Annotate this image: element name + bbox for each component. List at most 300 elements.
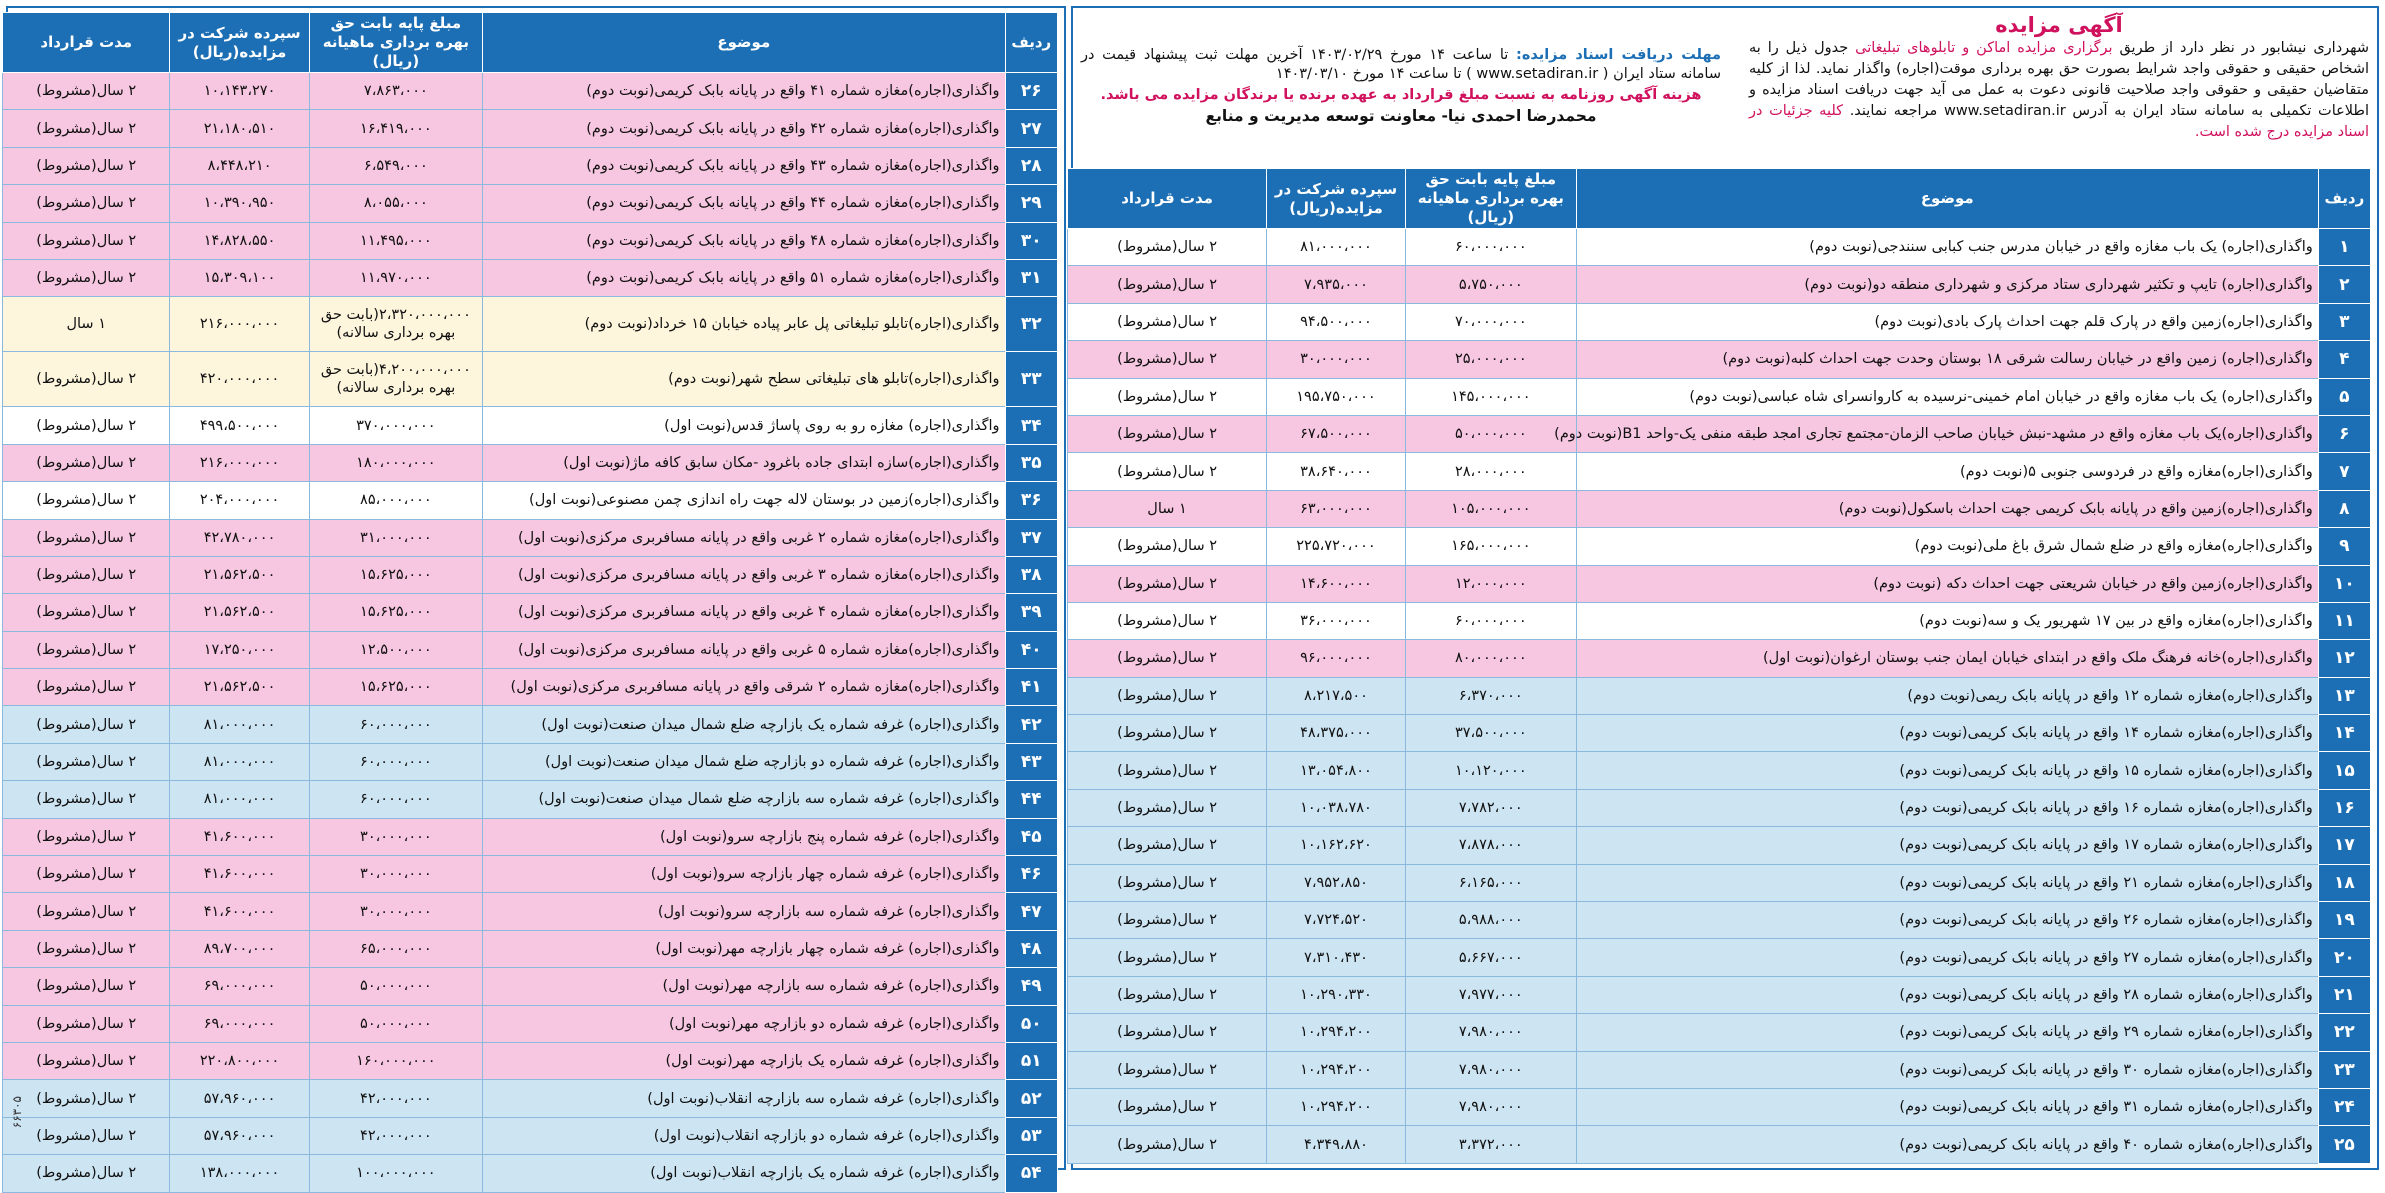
row-deposit: ۱۳۸،۰۰۰،۰۰۰: [170, 1155, 309, 1192]
row-number: ۱۵: [2318, 752, 2370, 789]
row-number: ۴۸: [1005, 930, 1057, 967]
row-duration: ۲ سال(مشروط): [3, 222, 170, 259]
row-subject: واگذاری(اجاره)مغازه شماره ۴ غربی واقع در پایانه مسافربری مرکزی(نوبت اول): [483, 594, 1005, 631]
row-duration: ۲ سال(مشروط): [3, 669, 170, 706]
row-base-price: ۱۴۵،۰۰۰،۰۰۰: [1405, 378, 1576, 415]
row-number: ۱۱: [2318, 602, 2370, 639]
table-row: [3, 781, 1058, 818]
intro-text: شهرداری نیشابور در نظر دارد از طریق: [2119, 40, 2369, 56]
row-duration: ۲ سال(مشروط): [3, 743, 170, 780]
row-deposit: ۱۰،۰۳۸،۷۸۰: [1267, 789, 1406, 826]
row-deposit: ۱۰،۱۴۳،۲۷۰: [170, 73, 309, 110]
row-deposit: ۸۱،۰۰۰،۰۰۰: [170, 781, 309, 818]
table-row: [3, 930, 1058, 967]
row-duration: ۱ سال: [3, 297, 170, 352]
row-duration: ۲ سال(مشروط): [3, 259, 170, 296]
row-deposit: ۱۰،۲۹۴،۲۰۰: [1267, 1051, 1406, 1088]
row-subject: واگذاری(اجاره) زمین واقع در خیابان رسالت شرقی ۱۸ بوستان وحدت جهت احداث کلبه(نوبت دوم): [1576, 341, 2318, 378]
submission-text: آخرین مهلت ثبت پیشنهاد قیمت در سامانه ستاد ایران ( www.setadiran.ir ) تا ساعت ۱۴ مورخ ۱۴۰۳/۰۳/۱۰: [1081, 47, 1721, 82]
intro-highlight: برگزاری مزایده اماکن و تابلوهای تبلیغاتی: [1855, 40, 2113, 56]
table-row: [3, 297, 1058, 352]
row-subject: واگذاری(اجاره)مغازه شماره ۲۶ واقع در پایانه بابک کریمی(نوبت دوم): [1576, 902, 2318, 939]
row-duration: ۲ سال(مشروط): [3, 706, 170, 743]
row-number: ۱۹: [2318, 902, 2370, 939]
row-number: ۵۱: [1005, 1042, 1057, 1079]
row-base-price: ۳۰،۰۰۰،۰۰۰: [309, 818, 482, 855]
row-duration: ۲ سال(مشروط): [3, 407, 170, 444]
table-header-row: [1068, 169, 2371, 229]
row-base-price: ۱۵،۶۲۵،۰۰۰: [309, 556, 482, 593]
row-duration: ۲ سال(مشروط): [1068, 266, 1267, 303]
row-number: ۴۴: [1005, 781, 1057, 818]
row-number: ۲۶: [1005, 73, 1057, 110]
row-duration: ۲ سال(مشروط): [1068, 341, 1267, 378]
row-deposit: ۱۷،۲۵۰،۰۰۰: [170, 631, 309, 668]
table-header-row: [3, 13, 1058, 73]
row-number: ۴۱: [1005, 669, 1057, 706]
table-row: [1068, 640, 2371, 677]
row-number: ۱۸: [2318, 864, 2370, 901]
row-deposit: ۴۱،۶۰۰،۰۰۰: [170, 818, 309, 855]
table-row: [3, 407, 1058, 444]
row-subject: واگذاری(اجاره)تابلو های تبلیغاتی سطح شهر(نوبت دوم): [483, 352, 1005, 407]
row-number: ۲۴: [2318, 1088, 2370, 1125]
auction-table-left: [2, 12, 1058, 1193]
row-number: ۹: [2318, 528, 2370, 565]
row-base-price: ۶۰،۰۰۰،۰۰۰: [309, 706, 482, 743]
col-row-header: ردیف: [1005, 13, 1057, 73]
row-base-price: ۵،۹۸۸،۰۰۰: [1405, 902, 1576, 939]
row-number: ۳۱: [1005, 259, 1057, 296]
row-number: ۵۲: [1005, 1080, 1057, 1117]
row-duration: ۲ سال(مشروط): [3, 519, 170, 556]
row-deposit: ۱۴،۶۰۰،۰۰۰: [1267, 565, 1406, 602]
table-row: [1068, 415, 2371, 452]
row-number: ۲۲: [2318, 1014, 2370, 1051]
row-base-price: ۱۱،۴۹۵،۰۰۰: [309, 222, 482, 259]
row-subject: واگذاری(اجاره)مغازه شماره ۴۰ واقع در پایانه بابک کریمی(نوبت دوم): [1576, 1126, 2318, 1163]
row-base-price: ۱۶۵،۰۰۰،۰۰۰: [1405, 528, 1576, 565]
row-number: ۴: [2318, 341, 2370, 378]
row-base-price: ۷،۷۸۲،۰۰۰: [1405, 789, 1576, 826]
col-subject-header: موضوع: [483, 13, 1005, 73]
row-base-price: ۲۸،۰۰۰،۰۰۰: [1405, 453, 1576, 490]
row-number: ۸: [2318, 490, 2370, 527]
row-duration: ۲ سال(مشروط): [3, 594, 170, 631]
row-subject: واگذاری(اجاره)مغازه شماره ۳ غربی واقع در پایانه مسافربری مرکزی(نوبت اول): [483, 556, 1005, 593]
row-duration: ۲ سال(مشروط): [1068, 528, 1267, 565]
row-number: ۴۵: [1005, 818, 1057, 855]
row-base-price: ۵،۷۵۰،۰۰۰: [1405, 266, 1576, 303]
col-duration-header: مدت قرارداد: [1068, 169, 1267, 229]
row-deposit: ۴،۳۴۹،۸۸۰: [1267, 1126, 1406, 1163]
row-subject: واگذاری(اجاره)زمین واقع در پایانه بابک کریمی جهت احداث باسکول(نوبت دوم): [1576, 490, 2318, 527]
row-number: ۵: [2318, 378, 2370, 415]
row-duration: ۲ سال(مشروط): [3, 856, 170, 893]
table-row: [1068, 341, 2371, 378]
table-row: [1068, 1088, 2371, 1125]
row-base-price: ۱۵،۶۲۵،۰۰۰: [309, 669, 482, 706]
row-subject: واگذاری(اجاره) غرفه شماره دو بازارچه مهر(نوبت اول): [483, 1005, 1005, 1042]
row-deposit: ۷،۳۱۰،۴۳۰: [1267, 939, 1406, 976]
table-row: [3, 444, 1058, 481]
announcement-intro: [1749, 12, 2369, 168]
row-base-price: ۱۱،۹۷۰،۰۰۰: [309, 259, 482, 296]
row-base-price: ۷۰،۰۰۰،۰۰۰: [1405, 303, 1576, 340]
row-number: ۲: [2318, 266, 2370, 303]
row-duration: ۲ سال(مشروط): [1068, 378, 1267, 415]
row-duration: ۲ سال(مشروط): [3, 352, 170, 407]
row-number: ۴۳: [1005, 743, 1057, 780]
table-row: [1068, 528, 2371, 565]
row-subject: واگذاری(اجاره)مغازه شماره ۲ شرقی واقع در پایانه مسافربری مرکزی(نوبت اول): [483, 669, 1005, 706]
row-base-price: ۷،۹۸۰،۰۰۰: [1405, 1014, 1576, 1051]
row-deposit: ۱۹۵،۷۵۰،۰۰۰: [1267, 378, 1406, 415]
row-subject: واگذاری(اجاره)زمین واقع در خیابان شریعتی جهت احداث دکه (نوبت دوم): [1576, 565, 2318, 602]
row-subject: واگذاری(اجاره)مغازه شماره ۴۳ واقع در پایانه بابک کریمی(نوبت دوم): [483, 147, 1005, 184]
row-number: ۳۳: [1005, 352, 1057, 407]
table-row: [1068, 1014, 2371, 1051]
row-deposit: ۴۸،۳۷۵،۰۰۰: [1267, 715, 1406, 752]
col-base-price-header: مبلغ پایه بابت حق بهره برداری ماهیانه (ریال): [309, 13, 482, 73]
row-number: ۲۱: [2318, 976, 2370, 1013]
row-base-price: ۳۰،۰۰۰،۰۰۰: [309, 893, 482, 930]
row-number: ۴۶: [1005, 856, 1057, 893]
table-row: [3, 669, 1058, 706]
row-duration: ۲ سال(مشروط): [1068, 789, 1267, 826]
row-base-price: ۶،۳۷۰،۰۰۰: [1405, 677, 1576, 714]
row-subject: واگذاری(اجاره) غرفه شماره سه بازارچه انقلاب(نوبت اول): [483, 1080, 1005, 1117]
row-duration: ۲ سال(مشروط): [3, 631, 170, 668]
row-deposit: ۲۲۵،۷۲۰،۰۰۰: [1267, 528, 1406, 565]
row-subject: واگذاری(اجاره) غرفه شماره دو بازارچه ضلع شمال میدان صنعت(نوبت اول): [483, 743, 1005, 780]
table-row: [1068, 1051, 2371, 1088]
row-duration: ۲ سال(مشروط): [3, 818, 170, 855]
table-row: [3, 1005, 1058, 1042]
row-subject: واگذاری(اجاره)مغازه شماره ۱۷ واقع در پایانه بابک کریمی(نوبت دوم): [1576, 827, 2318, 864]
row-subject: واگذاری(اجاره)سازه ابتدای جاده باغرود -مکان سابق کافه ماژ(نوبت اول): [483, 444, 1005, 481]
row-number: ۵۴: [1005, 1155, 1057, 1192]
row-deposit: ۶۹،۰۰۰،۰۰۰: [170, 968, 309, 1005]
row-subject: واگذاری(اجاره)زمین در بوستان لاله جهت راه اندازی چمن مصنوعی(نوبت اول): [483, 482, 1005, 519]
table-row: [1068, 976, 2371, 1013]
row-base-price: ۷،۹۷۷،۰۰۰: [1405, 976, 1576, 1013]
row-duration: ۲ سال(مشروط): [1068, 939, 1267, 976]
row-base-price: ۳۰،۰۰۰،۰۰۰: [309, 856, 482, 893]
table-row: [3, 185, 1058, 222]
row-number: ۳۵: [1005, 444, 1057, 481]
table-row: [1068, 752, 2371, 789]
row-subject: واگذاری(اجاره)مغازه شماره ۵ غربی واقع در پایانه مسافربری مرکزی(نوبت اول): [483, 631, 1005, 668]
row-duration: ۲ سال(مشروط): [1068, 1126, 1267, 1163]
table-row: [1068, 229, 2371, 266]
row-duration: ۲ سال(مشروط): [3, 73, 170, 110]
row-base-price: ۳،۳۷۲،۰۰۰: [1405, 1126, 1576, 1163]
row-subject: واگذاری(اجاره)تابلو تبلیغاتی پل عابر پیاده خیابان ۱۵ خرداد(نوبت دوم): [483, 297, 1005, 352]
row-subject: واگذاری(اجاره) غرفه شماره سه بازارچه مهر(نوبت اول): [483, 968, 1005, 1005]
intro-note: کلیه جزئیات در اسناد مزایده درج شده است.: [1749, 103, 2369, 140]
row-duration: ۲ سال(مشروط): [3, 556, 170, 593]
row-number: ۴۲: [1005, 706, 1057, 743]
row-base-price: ۵۰،۰۰۰،۰۰۰: [1405, 415, 1576, 452]
row-duration: ۱ سال: [1068, 490, 1267, 527]
row-base-price: ۱۶۰،۰۰۰،۰۰۰: [309, 1042, 482, 1079]
table-row: [3, 222, 1058, 259]
row-subject: واگذاری(اجاره) غرفه شماره یک بازارچه مهر(نوبت اول): [483, 1042, 1005, 1079]
table-row: [3, 259, 1058, 296]
row-subject: واگذاری(اجاره)مغازه شماره ۱۲ واقع در پایانه بابک ریمی(نوبت دوم): [1576, 677, 2318, 714]
auction-table-right: [1067, 168, 2371, 1164]
row-deposit: ۲۱،۵۶۲،۵۰۰: [170, 556, 309, 593]
row-base-price: ۷،۸۷۸،۰۰۰: [1405, 827, 1576, 864]
row-number: ۱۶: [2318, 789, 2370, 826]
row-deposit: ۲۱،۵۶۲،۵۰۰: [170, 669, 309, 706]
table-row: [1068, 715, 2371, 752]
table-row: [3, 519, 1058, 556]
row-number: ۲۹: [1005, 185, 1057, 222]
row-base-price: ۲،۳۲۰،۰۰۰،۰۰۰(بابت حق بهره برداری سالانه): [309, 297, 482, 352]
row-duration: ۲ سال(مشروط): [3, 1042, 170, 1079]
row-subject: واگذاری(اجاره)مغازه واقع در فردوسی جنوبی ۵(نوبت دوم): [1576, 453, 2318, 490]
row-subject: واگذاری(اجاره)مغازه شماره ۴۸ واقع در پایانه بابک کریمی(نوبت دوم): [483, 222, 1005, 259]
signature: محمدرضا احمدی نیا- معاونت توسعه مدیریت و منابع: [1205, 107, 1597, 125]
row-deposit: ۱۰،۲۹۴،۲۰۰: [1267, 1014, 1406, 1051]
row-subject: واگذاری(اجاره)مغازه واقع در بین ۱۷ شهریور یک و سه(نوبت دوم): [1576, 602, 2318, 639]
row-number: ۳۲: [1005, 297, 1057, 352]
row-number: ۳۶: [1005, 482, 1057, 519]
row-number: ۲۵: [2318, 1126, 2370, 1163]
row-base-price: ۸،۰۵۵،۰۰۰: [309, 185, 482, 222]
row-duration: ۲ سال(مشروط): [1068, 565, 1267, 602]
row-subject: واگذاری(اجاره) غرفه شماره سه بازارچه ضلع شمال میدان صنعت(نوبت اول): [483, 781, 1005, 818]
row-subject: واگذاری(اجاره)خانه فرهنگ ملک واقع در ابتدای خیابان ایمان جنب بوستان ارغوان(نوبت اول): [1576, 640, 2318, 677]
table-row: [1068, 864, 2371, 901]
row-number: ۱۰: [2318, 565, 2370, 602]
table-row: [1068, 490, 2371, 527]
row-deposit: ۴۹۹،۵۰۰،۰۰۰: [170, 407, 309, 444]
row-deposit: ۱۰،۲۹۰،۳۳۰: [1267, 976, 1406, 1013]
row-deposit: ۷،۹۵۲،۸۵۰: [1267, 864, 1406, 901]
row-subject: واگذاری(اجاره)مغازه شماره ۱۴ واقع در پایانه بابک کریمی(نوبت دوم): [1576, 715, 2318, 752]
row-duration: ۲ سال(مشروط): [3, 1005, 170, 1042]
row-number: ۲۰: [2318, 939, 2370, 976]
row-number: ۱۴: [2318, 715, 2370, 752]
row-number: ۴۷: [1005, 893, 1057, 930]
row-subject: واگذاری(اجاره)مغازه شماره ۴۱ واقع در پایانه بابک کریمی(نوبت دوم): [483, 73, 1005, 110]
row-duration: ۲ سال(مشروط): [3, 147, 170, 184]
row-base-price: ۶۰،۰۰۰،۰۰۰: [1405, 602, 1576, 639]
row-subject: واگذاری(اجاره)مغازه شماره ۲۹ واقع در پایانه بابک کریمی(نوبت دوم): [1576, 1014, 2318, 1051]
row-subject: واگذاری(اجاره)یک باب مغازه واقع در مشهد-نبش خیابان صاحب الزمان-مجتمع تجاری امجد طبقه منفی یک-واحد B1(نوبت دوم): [1576, 415, 2318, 452]
table-row: [1068, 789, 2371, 826]
table-row: [1068, 602, 2371, 639]
row-duration: ۲ سال(مشروط): [3, 110, 170, 147]
publication-code: ۶۶۳۰۵: [10, 1095, 24, 1128]
col-base-price-header: مبلغ پایه بابت حق بهره برداری ماهیانه (ریال): [1405, 169, 1576, 229]
row-base-price: ۸۵،۰۰۰،۰۰۰: [309, 482, 482, 519]
table-row: [3, 856, 1058, 893]
table-row: [1068, 902, 2371, 939]
row-deposit: ۱۰،۱۶۲،۶۲۰: [1267, 827, 1406, 864]
row-deposit: ۵۷،۹۶۰،۰۰۰: [170, 1080, 309, 1117]
row-duration: ۲ سال(مشروط): [3, 968, 170, 1005]
row-number: ۱۷: [2318, 827, 2370, 864]
row-duration: ۲ سال(مشروط): [1068, 303, 1267, 340]
row-subject: واگذاری(اجاره)مغازه شماره ۱۵ واقع در پایانه بابک کریمی(نوبت دوم): [1576, 752, 2318, 789]
table-row: [3, 594, 1058, 631]
left-panel: [6, 6, 1066, 1184]
row-base-price: ۶۵،۰۰۰،۰۰۰: [309, 930, 482, 967]
row-subject: واگذاری(اجاره)مغازه شماره ۲۱ واقع در پایانه بابک کریمی(نوبت دوم): [1576, 864, 2318, 901]
table-row: [1068, 303, 2371, 340]
table-row: [3, 743, 1058, 780]
row-deposit: ۲۱،۵۶۲،۵۰۰: [170, 594, 309, 631]
row-subject: واگذاری(اجاره)مغازه شماره ۵۱ واقع در پایانه بابک کریمی(نوبت دوم): [483, 259, 1005, 296]
row-deposit: ۶۳،۰۰۰،۰۰۰: [1267, 490, 1406, 527]
row-deposit: ۲۱۶،۰۰۰،۰۰۰: [170, 444, 309, 481]
table-row: [3, 147, 1058, 184]
row-number: ۳۰: [1005, 222, 1057, 259]
row-subject: واگذاری(اجاره) غرفه شماره سه بازارچه سرو(نوبت اول): [483, 893, 1005, 930]
table-row: [1068, 1126, 2371, 1163]
row-number: ۱۳: [2318, 677, 2370, 714]
row-base-price: ۵،۶۶۷،۰۰۰: [1405, 939, 1576, 976]
row-deposit: ۳۰،۰۰۰،۰۰۰: [1267, 341, 1406, 378]
table-row: [3, 352, 1058, 407]
row-subject: واگذاری(اجاره) غرفه شماره چهار بازارچه مهر(نوبت اول): [483, 930, 1005, 967]
row-base-price: ۳۱،۰۰۰،۰۰۰: [309, 519, 482, 556]
table-row: [3, 1042, 1058, 1079]
row-duration: ۲ سال(مشروط): [1068, 602, 1267, 639]
row-base-price: ۳۷،۵۰۰،۰۰۰: [1405, 715, 1576, 752]
row-base-price: ۶،۱۶۵،۰۰۰: [1405, 864, 1576, 901]
row-duration: ۲ سال(مشروط): [1068, 229, 1267, 266]
table-row: [3, 631, 1058, 668]
row-subject: واگذاری(اجاره) غرفه شماره یک بازارچه ضلع شمال میدان صنعت(نوبت اول): [483, 706, 1005, 743]
table-row: [1068, 939, 2371, 976]
row-base-price: ۵۰،۰۰۰،۰۰۰: [309, 1005, 482, 1042]
row-base-price: ۷،۹۸۰،۰۰۰: [1405, 1088, 1576, 1125]
row-deposit: ۱۵،۳۰۹،۱۰۰: [170, 259, 309, 296]
row-base-price: ۸۰،۰۰۰،۰۰۰: [1405, 640, 1576, 677]
row-deposit: ۴۲،۷۸۰،۰۰۰: [170, 519, 309, 556]
row-duration: ۲ سال(مشروط): [1068, 677, 1267, 714]
row-deposit: ۲۰۴،۰۰۰،۰۰۰: [170, 482, 309, 519]
table-row: [3, 556, 1058, 593]
row-subject: واگذاری(اجاره) غرفه شماره یک بازارچه انقلاب(نوبت اول): [483, 1155, 1005, 1192]
row-number: ۵۳: [1005, 1117, 1057, 1154]
table-row: [3, 1155, 1058, 1192]
row-deposit: ۸،۲۱۷،۵۰۰: [1267, 677, 1406, 714]
row-deposit: ۴۲۰،۰۰۰،۰۰۰: [170, 352, 309, 407]
row-duration: ۲ سال(مشروط): [3, 444, 170, 481]
row-number: ۳۹: [1005, 594, 1057, 631]
row-duration: ۲ سال(مشروط): [3, 185, 170, 222]
table-row: [3, 893, 1058, 930]
row-duration: ۲ سال(مشروط): [1068, 864, 1267, 901]
row-base-price: ۵۰،۰۰۰،۰۰۰: [309, 968, 482, 1005]
table-row: [1068, 378, 2371, 415]
row-number: ۱۲: [2318, 640, 2370, 677]
row-number: ۵۰: [1005, 1005, 1057, 1042]
table-row: [3, 110, 1058, 147]
row-deposit: ۲۱۶،۰۰۰،۰۰۰: [170, 297, 309, 352]
row-duration: ۲ سال(مشروط): [3, 1117, 170, 1154]
table-row: [3, 706, 1058, 743]
col-duration-header: مدت قرارداد: [3, 13, 170, 73]
row-duration: ۲ سال(مشروط): [1068, 640, 1267, 677]
table-row: [3, 1117, 1058, 1154]
row-deposit: ۱۴،۸۲۸،۵۵۰: [170, 222, 309, 259]
table-row: [1068, 827, 2371, 864]
row-deposit: ۸۱،۰۰۰،۰۰۰: [1267, 229, 1406, 266]
row-deposit: ۳۶،۰۰۰،۰۰۰: [1267, 602, 1406, 639]
row-number: ۳۸: [1005, 556, 1057, 593]
row-duration: ۲ سال(مشروط): [1068, 827, 1267, 864]
row-deposit: ۱۰،۲۹۴،۲۰۰: [1267, 1088, 1406, 1125]
row-number: ۴۹: [1005, 968, 1057, 1005]
row-number: ۱: [2318, 229, 2370, 266]
row-base-price: ۴۲،۰۰۰،۰۰۰: [309, 1080, 482, 1117]
row-subject: واگذاری(اجاره) یک باب مغازه واقع در خیابان امام خمینی-نرسیده به کاروانسرای شاه عباسی(نوبت دوم): [1576, 378, 2318, 415]
row-base-price: ۱۰۰،۰۰۰،۰۰۰: [309, 1155, 482, 1192]
table-row: [1068, 565, 2371, 602]
right-panel: [1071, 6, 2379, 1170]
row-subject: واگذاری(اجاره)مغازه شماره ۳۰ واقع در پایانه بابک کریمی(نوبت دوم): [1576, 1051, 2318, 1088]
row-base-price: ۱۰،۱۲۰،۰۰۰: [1405, 752, 1576, 789]
row-duration: ۲ سال(مشروط): [3, 1080, 170, 1117]
row-deposit: ۴۱،۶۰۰،۰۰۰: [170, 856, 309, 893]
row-base-price: ۱۶،۴۱۹،۰۰۰: [309, 110, 482, 147]
row-base-price: ۲۵،۰۰۰،۰۰۰: [1405, 341, 1576, 378]
row-subject: واگذاری(اجاره) یک باب مغازه واقع در خیابان مدرس جنب کبابی سنندجی(نوبت دوم): [1576, 229, 2318, 266]
row-base-price: ۶،۵۴۹،۰۰۰: [309, 147, 482, 184]
row-deposit: ۸۱،۰۰۰،۰۰۰: [170, 706, 309, 743]
announcement-header: [1081, 12, 2369, 168]
row-deposit: ۶۹،۰۰۰،۰۰۰: [170, 1005, 309, 1042]
row-subject: واگذاری(اجاره) تایپ و تکثیر شهرداری ستاد مرکزی و شهرداری منطقه دو(نوبت دوم): [1576, 266, 2318, 303]
row-duration: ۲ سال(مشروط): [1068, 453, 1267, 490]
row-subject: واگذاری(اجاره) غرفه شماره دو بازارچه انقلاب(نوبت اول): [483, 1117, 1005, 1154]
row-base-price: ۴،۲۰۰،۰۰۰،۰۰۰(بابت حق بهره برداری سالانه): [309, 352, 482, 407]
row-base-price: ۷،۸۶۳،۰۰۰: [309, 73, 482, 110]
announcement-title: آگهی مزایده: [1995, 13, 2123, 37]
row-subject: واگذاری(اجاره)مغازه شماره ۲۸ واقع در پایانه بابک کریمی(نوبت دوم): [1576, 976, 2318, 1013]
row-base-price: ۳۷۰،۰۰۰،۰۰۰: [309, 407, 482, 444]
row-base-price: ۱۵،۶۲۵،۰۰۰: [309, 594, 482, 631]
row-subject: واگذاری(اجاره)مغازه شماره ۱۶ واقع در پایانه بابک کریمی(نوبت دوم): [1576, 789, 2318, 826]
row-deposit: ۱۰،۳۹۰،۹۵۰: [170, 185, 309, 222]
row-number: ۷: [2318, 453, 2370, 490]
row-subject: واگذاری(اجاره)مغازه شماره ۳۱ واقع در پایانه بابک کریمی(نوبت دوم): [1576, 1088, 2318, 1125]
deadline-value: تا ساعت ۱۴ مورخ ۱۴۰۳/۰۲/۲۹: [1310, 47, 1509, 63]
row-subject: واگذاری(اجاره)مغازه شماره ۴۲ واقع در پایانه بابک کریمی(نوبت دوم): [483, 110, 1005, 147]
row-base-price: ۱۲،۵۰۰،۰۰۰: [309, 631, 482, 668]
table-row: [3, 818, 1058, 855]
row-subject: واگذاری(اجاره)مغازه شماره ۴۴ واقع در پایانه بابک کریمی(نوبت دوم): [483, 185, 1005, 222]
row-duration: ۲ سال(مشروط): [1068, 976, 1267, 1013]
row-subject: واگذاری(اجاره) غرفه شماره پنج بازارچه سرو(نوبت اول): [483, 818, 1005, 855]
row-duration: ۲ سال(مشروط): [3, 893, 170, 930]
table-row: [1068, 453, 2371, 490]
row-duration: ۲ سال(مشروط): [1068, 415, 1267, 452]
col-subject-header: موضوع: [1576, 169, 2318, 229]
row-number: ۲۸: [1005, 147, 1057, 184]
row-duration: ۲ سال(مشروط): [1068, 902, 1267, 939]
row-deposit: ۹۶،۰۰۰،۰۰۰: [1267, 640, 1406, 677]
row-duration: ۲ سال(مشروط): [3, 482, 170, 519]
col-row-header: ردیف: [2318, 169, 2370, 229]
